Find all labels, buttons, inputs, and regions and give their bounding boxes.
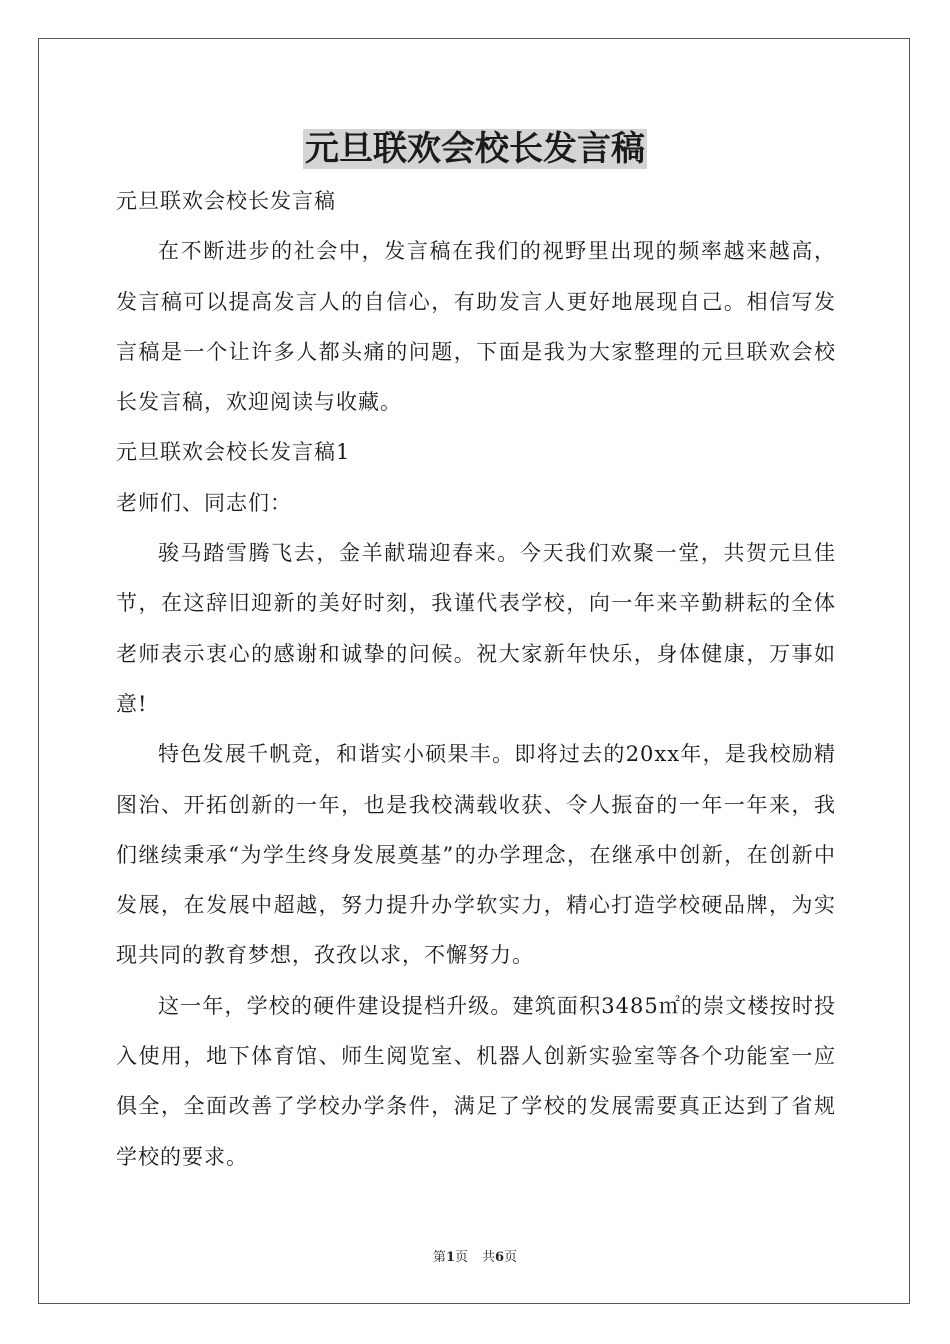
body-paragraph: 骏马踏雪腾飞去，金羊献瑞迎春来。今天我们欢聚一堂，共贺元旦佳节，在这辞旧迎新的美好时刻，我谨代表学校，向一年来辛勤耕耘的全体老师表示衷心的感谢和诚挚的问候。祝大家新年快乐，身体健康，万事如意! (116, 541, 836, 716)
current-page-number: 1 (445, 1250, 455, 1265)
subtitle-paragraph: 元旦联欢会校长发言稿 (116, 189, 336, 213)
body-paragraph: 这一年，学校的硬件建设提档升级。建筑面积3485㎡的崇文楼按时投入使用，地下体育馆、师生阅览室、机器人创新实验室等各个功能室一应俱全，全面改善了学校办学条件，满足了学校的发展需要真正达到了省规学校的要求。 (116, 993, 836, 1169)
total-pages-number: 6 (495, 1250, 505, 1265)
body-paragraph: 特色发展千帆竞，和谐实小硕果丰。即将过去的20xx年，是我校励精图治、开拓创新的一年，也是我校满载收获、令人振奋的一年一年来，我们继续秉承“为学生终身发展奠基”的办学理念，在继承中创新，在创新中发展，在发展中超越，努力提升办学软实力，精心打造学校硬品牌，为实现共同的教育梦想，孜孜以求，不懈努力。 (116, 742, 836, 968)
document-body (116, 176, 836, 1182)
document-title-text: 元旦联欢会校长发言稿 (305, 129, 645, 169)
document-title (0, 126, 950, 172)
page-suffix: 页 (454, 1250, 468, 1265)
intro-paragraph: 在不断进步的社会中，发言稿在我们的视野里出现的频率越来越高，发言稿可以提高发言人的自信心，有助发言人更好地展现自己。相信写发言稿是一个让许多人都头痛的问题，下面是我为大家整理的元旦联欢会校长发言稿，欢迎阅读与收藏。 (116, 239, 836, 415)
page-prefix: 第 (432, 1250, 446, 1265)
total-suffix: 页 (504, 1250, 518, 1265)
page-footer (0, 1246, 950, 1265)
salutation: 老师们、同志们： (116, 490, 292, 515)
total-prefix: 共 (482, 1250, 496, 1265)
section-heading: 元旦联欢会校长发言稿1 (116, 440, 351, 465)
